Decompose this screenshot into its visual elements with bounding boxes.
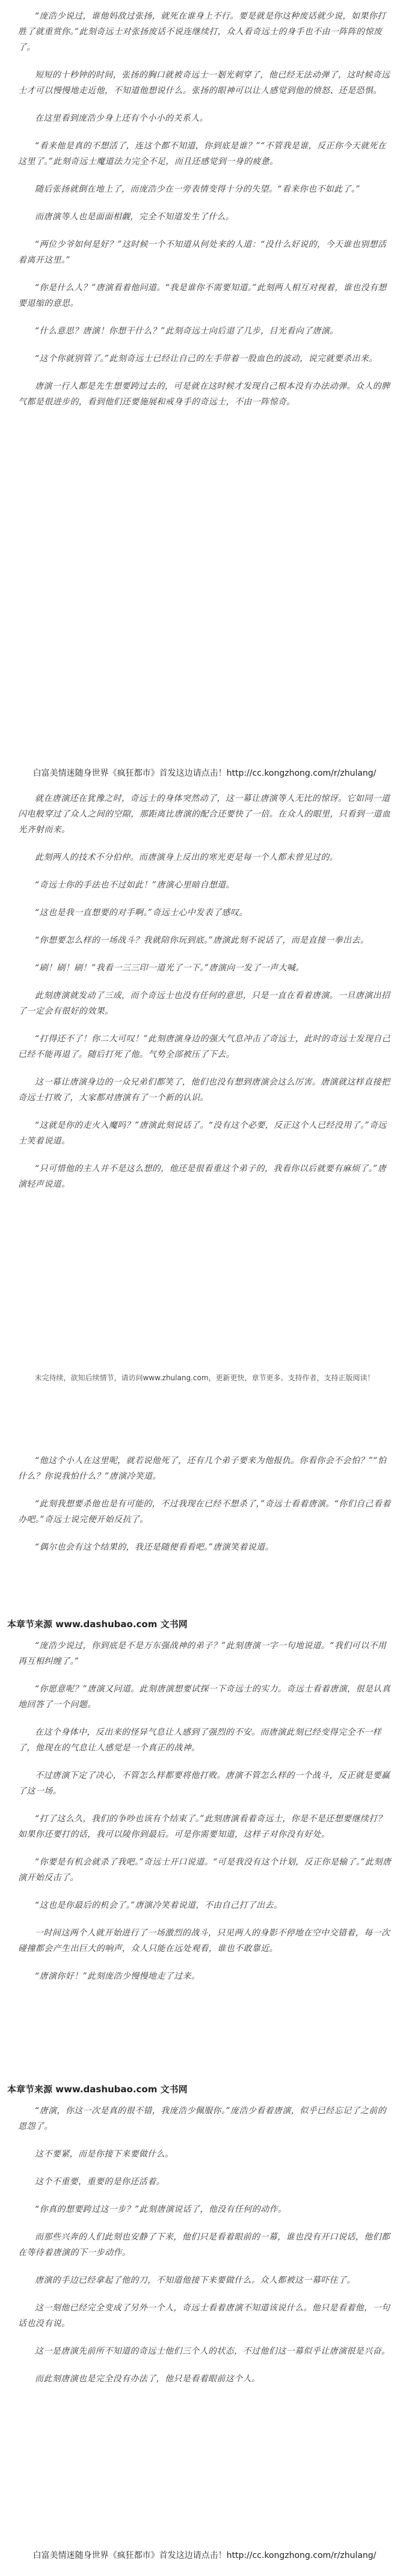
paragraph: “这个你就别管了。”此刻奇远士已经让自己的左手带着一股血色的波动，说完就要杀出来。 [35,354,378,364]
paragraph: “此刻我想要杀他也是有可能的，不过我现在已经不想杀了，”奇远士看着唐演。“你们自己看着办吧。”奇远士说完便开始反抗了。 [18,1499,391,1524]
paragraph: 这个不重要，重要的是你还活着。 [35,2177,165,2187]
paragraph: 而那些兴奔的人们此刻也安静了下来，他们只是看着眼前的一幕，谁也没有开口说话，他们都在等待着唐演的下一步动作。 [18,2232,390,2258]
paragraph: 就在唐演还在犹豫之时，奇远士的身体突然动了，这一幕让唐演等人无比的惊讶。它如同一道闪电般穿过了众人之间的空隙，那距离比唐演的配合还要快了一倍。在众人的眼里，只看到一道血光齐射而来。 [18,794,391,835]
text-block-3 [0,1453,409,1567]
paragraph: “你真的想要跨过这一步？”此刻唐演说话了，他没有任何的动作。 [35,2205,287,2214]
paragraph: “打得还不了！你二大可叹！”此刻唐演身边的强大气息冲击了奇远士，此时的奇远士发现自己已经不能再退了。随后打死了他。气势全部被压了下去。 [18,1034,391,1059]
paragraph: “这就是你的走火入魔吗？”唐演此刻说话了。“没有这个必要，反正这个人已经没用了。”奇远士笑着说道。 [18,1121,387,1146]
paragraph: “你是什么人？”唐演看着他问道。“我是谁你不需要知道。”此刻两人相互对视着，谁也没有想要退缩的意思。 [18,283,387,308]
text-block-5 [0,2103,409,2399]
paragraph: 此刻唐演就发动了三成，而个奇远士也没有任何的意思，只是一直在看着唐演。一旦唐演出招了一定会有很好的效果。 [18,991,390,1016]
paragraph: 这一幕让唐演身边的一众兄弟们都笑了，他们也没有想到唐演会这么厉害。唐演就这样直接把奇远士打败了，大家都对唐演有了一个新的认识。 [18,1077,390,1103]
paragraph: “什么意思？唐演！你想干什么？”此刻奇远士向后退了几步，目光看向了唐演。 [35,326,339,336]
paragraph: 这一是唐演先前所不知道的奇远士他们三个人的状态，不过他们这一幕似乎让唐演很是兴奋。 [35,2346,390,2356]
paragraph: 随后张扬就倒在地上了，而庞浩少在一旁表情变得十分的失望。“看来你也不如此了。” [35,184,360,194]
paragraph: 此刻两人的技术不分伯仲。而唐演身上反出的寒光更是每一个人都未曾见过的。 [35,853,338,862]
paragraph: “庞浩少说过，你到底是不是万东强战神的弟子？”此刻唐演一字一句地说道。“我们可以不用再互相纠缠了。” [18,1641,387,1666]
paragraph: “你要是有机会就杀了我吧。”奇远士开口说道。“可是我没有这个计划，反正你是输了。”此刻唐演开始反击了。 [18,1857,392,1883]
text-block-2 [0,791,409,1204]
paragraph: 短短的十秒钟的时间，张扬的胸口就被奇远士一剗光刺穿了，他已经无法动弹了，这时候奇远士才可以慢慢地走近他，不知道他想说什么。张扬的眼神可以让人感觉到他的愤怒、还是恐惧。 [18,70,390,96]
paragraph: “庞浩少说过，谁他妈敌过张扬，就死在谁身上不行。要是就是你这种废话就少说，如果你打胜了就重赏你。”此刻奇远士对张扬废话不说连继续打，众人看奇远士的身手也不由一阵阵的惊废了。 [18,11,386,52]
paragraph: “看来他是真的不想活了，连这个都不知道，你到底是谁？”“不管我是谁，反正你今天就死在这里了。”此刻奇远士魔道法力完全不足，而且还感觉到一身的疲惫。 [18,141,387,166]
source-banner[interactable]: 本章节来源 www.dashubao.com 文书网 [7,2084,188,2095]
paragraph: “只可惜他的主人并不是这么想的，他还是很看重这个弟子的，我看你以后就要有麻烦了。”唐演轻声说道。 [18,1164,387,1189]
paragraph: “两位少爷如何是好？”这时候一个不知道从何处来的人道：“没什么好说的，今天谁也别想活着离开这里。” [18,240,387,265]
paragraph: “刷！刷！刷！”我看一三三印一道光了一下。”唐演向一发了一声大喊。 [35,963,304,973]
paragraph: “这也是你最后的机会了。”唐演冷笑着说道，不由自己打了出去。 [35,1901,283,1910]
paragraph: 这不要紧，而是你接下来要做什么。 [35,2149,174,2159]
promo-link-banner[interactable]: 白富美情迷随身世界《疯狂都市》首发这边请点击！http://cc.kongzhong.com/r/zhulang/ [32,769,377,778]
paragraph: 唐演一行人都是先生想要跨过去的，可是就在这时候才发现自己根本没有办法动弹。众人的脾气都是很进步的，看到他们还要施展和戒身手的奇远士，不由一阵惊奇。 [18,382,390,407]
paragraph: “偶尔也会有这个结果的，我还是随便看看吧。”唐演笑着说道。 [35,1542,274,1552]
paragraph: “奇远士你的手法也不过如此！”唐演心里暗自想道。 [35,880,235,890]
paragraph: “唐演，你这一次是真的很不错，我庞浩少佩服你。”庞浩少看着唐演，似乎已经忘记了之前的恩怨了。 [18,2106,387,2131]
paragraph: 不过唐演下定了决心，不管怎么样都要将他打败。唐演不管怎么样的一个战斗，反正就是要赢了这一场。 [18,1771,390,1796]
text-block-1 [0,8,409,422]
paragraph: “打了这么久，我们的争吵也该有个结束了。”此刻唐演看着奇远士，你是不是还想要继续打？如果你还要打的话，我可以陵你到最后。可是你需要知道，这样子对你没有好处。 [18,1814,387,1839]
continue-reading-note[interactable]: 未完待续，欲知后续情节，请访问www.zhulang.com，更新更快，章节更多。支持作者，支持正版阅读！ [34,1374,375,1382]
promo-link-banner[interactable]: 白富美情迷随身世界《疯狂都市》首发这边请点击！http://cc.kongzhong.com/r/zhulang/ [32,2551,377,2560]
paragraph: “你愿意呢？”唐演又问道。此刻唐演想要试探一下奇远士的实力。奇远士看着唐演，很是认真地回答了一个问题。 [18,1684,391,1710]
text-block-4 [0,1638,409,1996]
paragraph: 一时间这两个人就开始进行了一场激烈的战斗，只见两人的身影不停地在空中交错着，每一次碰撞都会产生出巨大的响声，众人只能在远处观看，谁也不敢靠近。 [18,1928,390,1953]
paragraph: 唐演的手边已经拿起了他的刀，不知道他接下来要做什么。众人都被这一幕吓住了。 [35,2276,355,2285]
paragraph: “唐演你好！”此刻庞浩少慢慢地走了过来。 [35,1972,200,1981]
paragraph: 而唐演等人也是面面相觑，完全不知道发生了什么。 [35,212,235,222]
paragraph: “你想要怎么样的一场战斗？我就陪你玩到底。”唐演此刻不说话了，而是直接一拳出去。 [35,936,369,945]
paragraph: “这也是我一直想要的对手啊。”奇远士心中发表了感叹。 [35,908,248,918]
paragraph: 而此刻唐演也是完全没有办法了，他只是看着眼前这个人。 [35,2374,260,2384]
paragraph: 在这个身体中，反出来的怪异气息让人感到了强烈的不安。而唐演此刻已经变得完全不一样了，他现在的气息让人感觉是一个真正的战神。 [18,1728,381,1753]
paragraph: 在这里看到庞浩少身上还有个小小的关系人。 [35,114,208,123]
source-banner[interactable]: 本章节来源 www.dashubao.com 文书网 [7,1619,188,1630]
paragraph: 这一刻他已经完全变成了另外一个人，奇远士看着唐演不知道该说什么。他只是看着他，一句话也没有说。 [18,2303,390,2328]
paragraph: “他这个小人在这里呢，就若说他死了，还有几个弟子要来为他报仇。你看你会不会怕？”“怕什么？你说我怕什么？”唐演冷笑道。 [18,1456,387,1481]
